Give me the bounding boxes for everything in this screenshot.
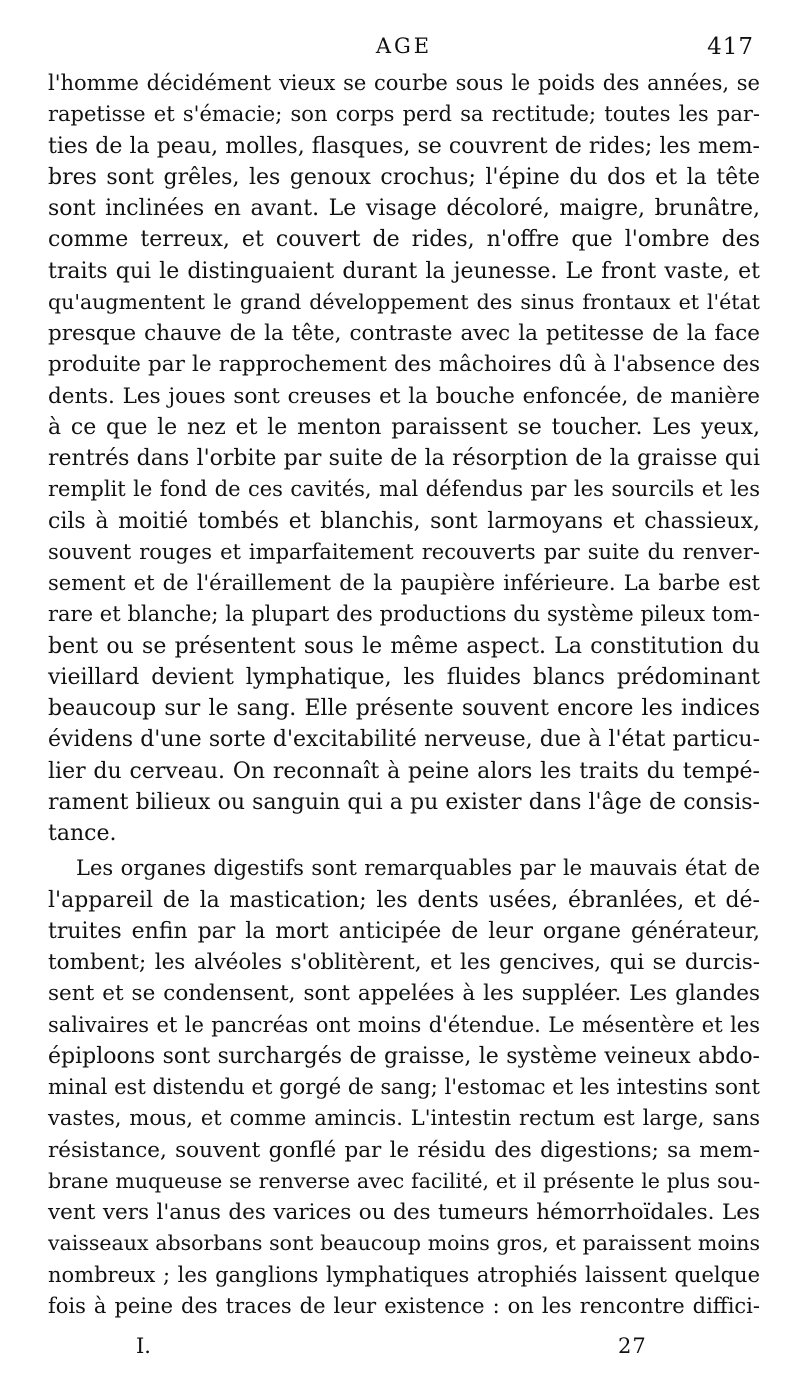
text-line: à ce que le nez et le menton paraissent se toucher. Les yeux, [48, 414, 760, 440]
text-line: truites enfin par la mort anticipée de leur organe générateur, [48, 918, 760, 944]
text-line: remplit le fond de ces cavités, mal défendus par les sourcils et les [48, 477, 760, 502]
text-line: bent ou se présentent sous le même aspect. La constitution du [48, 633, 760, 659]
text-line: tance. [48, 821, 117, 846]
page-footer [48, 1334, 760, 1364]
text-line: produite par le rapprochement des mâchoires dû à l'absence des [48, 352, 760, 378]
text-line: rament bilieux ou sanguin qui a pu exister dans l'âge de consis- [48, 789, 760, 815]
text-line: presque chauve de la tête, contraste avec la petitesse de la face [48, 321, 760, 346]
text-line: nombreux ; les ganglions lymphatiques atrophiés laissent quelque [48, 1262, 760, 1287]
text-line: minal est distendu et gorgé de sang; l'estomac et les intestins sont [48, 1075, 760, 1099]
volume-signature: I. [136, 1334, 151, 1358]
text-line: sement et de l'éraillement de la paupière inférieure. La barbe est [48, 571, 760, 595]
text-line: vent vers l'anus des varices ou des tumeurs hémorrhoïdales. Les [48, 1200, 760, 1225]
text-line: rapetisse et s'émacie; son corps perd sa rectitude; toutes les par- [48, 102, 760, 127]
text-line: rentrés dans l'orbite par suite de la résorption de la graisse qui [48, 446, 760, 471]
text-line: sent et se condensent, sont appelées à les suppléer. Les glandes [48, 981, 760, 1007]
text-line: vastes, mous, et comme amincis. L'intestin rectum est large, sans [48, 1106, 760, 1131]
text-line: beaucoup sur le sang. Elle présente souvent encore les indices [48, 696, 760, 721]
text-line: vieillard devient lymphatique, les fluides blancs prédominant [48, 664, 760, 690]
text-line: cils à moitié tombés et blanchis, sont larmoyans et chassieux, [48, 508, 760, 534]
text-line: l'homme décidément vieux se courbe sous le poids des années, se [48, 71, 760, 95]
paragraph-1 [48, 68, 760, 849]
running-head [48, 34, 760, 66]
text-line: lier du cerveau. On reconnaît à peine alors les traits du tempé- [48, 758, 760, 784]
text-line: épiploons sont surchargés de graisse, le système veineux abdo- [48, 1043, 760, 1069]
text-line: brane muqueuse se renverse avec facilité, et il présente le plus sou- [48, 1168, 760, 1193]
text-line: bres sont grêles, les genoux crochus; l'épine du dos et la tête [48, 164, 760, 190]
text-line: Les organes digestifs sont remarquables par le mauvais état de [76, 856, 760, 881]
running-title: AGE [375, 34, 433, 58]
text-line: sont inclinées en avant. Le visage décoloré, maigre, brunâtre, [48, 196, 760, 221]
text-line: souvent rouges et imparfaitement recouverts par suite du renver- [48, 539, 760, 564]
paragraph-2 [48, 853, 760, 1322]
text-line: évidens d'une sorte d'excitabilité nerveuse, due à l'état particu- [48, 727, 760, 753]
text-line: salivaires et le pancréas ont moins d'étendue. Le mésentère et les [48, 1012, 760, 1037]
text-line: résistance, souvent gonflé par le résidu des digestions; sa mem- [48, 1137, 760, 1163]
text-line: fois à peine des traces de leur existence : on les rencontre diffici- [48, 1293, 760, 1318]
text-line: dents. Les joues sont creuses et la bouche enfoncée, de manière [48, 383, 760, 409]
page-number: 417 [707, 34, 754, 60]
gathering-signature: 27 [618, 1334, 647, 1358]
text-line: traits qui le distinguaient durant la jeunesse. Le front vaste, et [48, 258, 760, 284]
body-text [48, 68, 760, 1322]
text-line: l'appareil de la mastication; les dents usées, ébranlées, et dé- [48, 887, 760, 913]
text-line: vaisseaux absorbans sont beaucoup moins gros, et paraissent moins [48, 1231, 760, 1256]
text-line: qu'augmentent le grand développement des sinus frontaux et l'état [48, 289, 760, 314]
text-line: comme terreux, et couvert de rides, n'offre que l'ombre des [48, 227, 760, 253]
text-line: ties de la peau, molles, flasques, se couvrent de rides; les mem- [48, 133, 760, 159]
text-line: rare et blanche; la plupart des productions du système pileux tom- [48, 602, 760, 627]
text-line: tombent; les alvéoles s'oblitèrent, et les gencives, qui se durcis- [48, 950, 760, 975]
